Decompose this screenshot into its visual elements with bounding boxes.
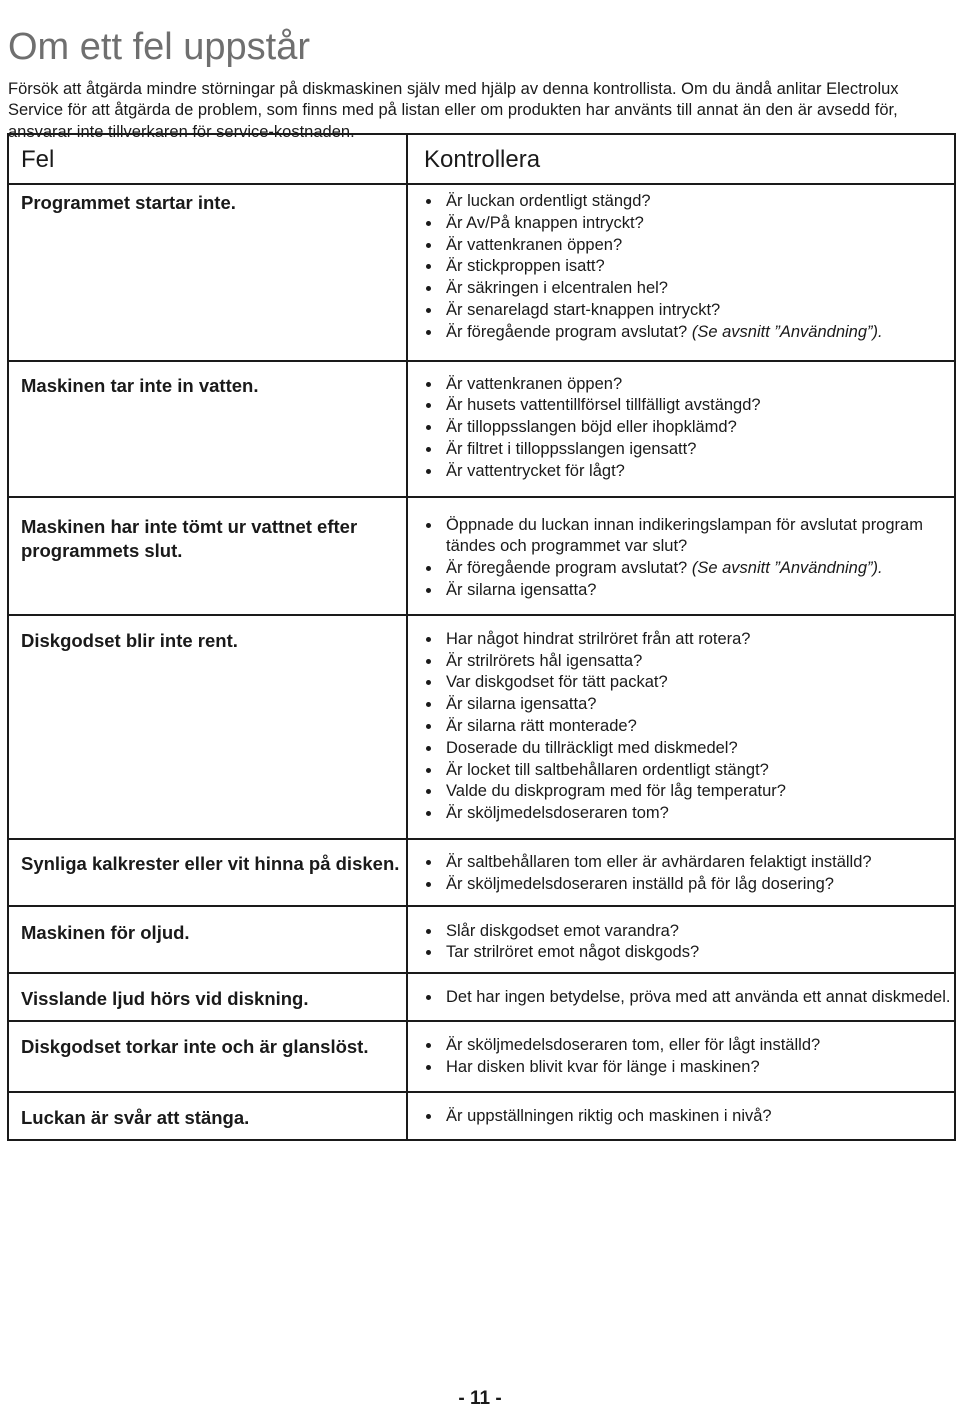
fault-text: Luckan är svår att stänga. — [21, 1106, 250, 1128]
table-header — [9, 135, 954, 185]
check-cell — [408, 1093, 954, 1139]
check-item — [424, 278, 954, 300]
check-list — [424, 1035, 954, 1079]
check-text: Var diskgodset för tätt packat? — [446, 673, 668, 692]
check-note: (Se avsnitt ”Användning”). — [691, 322, 883, 341]
fault-text: Diskgodset blir inte rent. — [21, 629, 238, 651]
check-text: Är stickproppen isatt? — [446, 257, 605, 276]
check-list — [424, 1106, 954, 1128]
check-list — [424, 374, 954, 483]
check-item — [424, 852, 954, 874]
check-item — [424, 300, 954, 322]
fault-cell — [9, 1093, 408, 1139]
fault-cell — [9, 974, 408, 1020]
check-text: Är filtret i tilloppsslangen igensatt? — [446, 439, 697, 458]
check-item — [424, 461, 954, 483]
fault-cell — [9, 1022, 408, 1091]
check-text: Är föregående program avslutat? — [446, 559, 688, 578]
fault-cell — [9, 616, 408, 838]
check-text: Är saltbehållaren tom eller är avhärdaren felaktigt inställd? — [446, 852, 872, 871]
check-text: Är luckan ordentligt stängd? — [446, 192, 651, 210]
check-item — [424, 987, 954, 1009]
check-cell — [408, 840, 954, 905]
check-item — [424, 738, 954, 760]
check-cell — [408, 362, 954, 496]
check-text: Är sköljmedelsdoseraren tom, eller för lågt inställd? — [446, 1036, 821, 1055]
table-row — [9, 362, 954, 498]
troubleshooting-table — [7, 133, 956, 1141]
page-title: Om ett fel uppstår — [8, 26, 311, 69]
table-row — [9, 498, 954, 616]
check-text: Slår diskgodset emot varandra? — [446, 921, 679, 940]
check-text: Doserade du tillräckligt med diskmedel? — [446, 738, 738, 757]
header-fault: Fel — [21, 146, 55, 173]
check-cell — [408, 185, 954, 360]
check-list — [424, 629, 954, 825]
check-item — [424, 374, 954, 396]
table-row — [9, 840, 954, 907]
check-text: Tar strilröret emot något diskgods? — [446, 943, 700, 962]
check-item — [424, 558, 954, 580]
check-text: Är strilrörets hål igensatta? — [446, 651, 643, 670]
check-text: Har disken blivit kvar för länge i maskinen? — [446, 1057, 760, 1076]
check-text: Är silarna igensatta? — [446, 695, 597, 714]
check-text: Är tilloppsslangen böjd eller ihopklämd? — [446, 418, 737, 437]
check-text: Är sköljmedelsdoseraren inställd på för låg dosering? — [446, 874, 834, 893]
check-text: Är uppställningen riktig och maskinen i nivå? — [446, 1106, 772, 1125]
table-row — [9, 616, 954, 840]
fault-text: Maskinen har inte tömt ur vattnet efter programmets slut. — [21, 515, 358, 561]
check-item — [424, 921, 954, 943]
fault-cell — [9, 185, 408, 360]
fault-text: Maskinen tar inte in vatten. — [21, 374, 259, 396]
check-item — [424, 942, 954, 964]
fault-cell — [9, 907, 408, 973]
check-text: Har något hindrat strilröret från att rotera? — [446, 629, 751, 648]
check-item — [424, 1057, 954, 1079]
fault-cell — [9, 498, 408, 614]
check-cell — [408, 616, 954, 838]
fault-text: Visslande ljud hörs vid diskning. — [21, 988, 309, 1010]
check-item — [424, 672, 954, 694]
check-item — [424, 874, 954, 896]
check-text: Är vattenkranen öppen? — [446, 235, 623, 254]
check-text: Är säkringen i elcentralen hel? — [446, 279, 668, 298]
check-item — [424, 439, 954, 461]
fault-text: Maskinen för oljud. — [21, 921, 190, 943]
table-row — [9, 185, 954, 362]
check-cell — [408, 974, 954, 1020]
table-row — [9, 907, 954, 975]
header-fault-cell — [9, 135, 408, 185]
check-item — [424, 1035, 954, 1057]
table-row — [9, 1022, 954, 1093]
page-number: - 11 - — [458, 1388, 502, 1409]
check-item — [424, 213, 954, 235]
check-text: Är senarelagd start-knappen intryckt? — [446, 300, 721, 319]
check-text: Är silarna rätt monterade? — [446, 716, 637, 735]
check-item — [424, 629, 954, 651]
check-item — [424, 395, 954, 417]
check-item — [424, 322, 954, 344]
check-text: Öppnade du luckan innan indikeringslampan för avslutat program tändes och programmet var slut? — [446, 515, 923, 556]
check-text: Är locket till saltbehållaren ordentligt stängt? — [446, 760, 769, 779]
intro-paragraph: Försök att åtgärda mindre störningar på diskmaskinen själv med hjälp av denna kontrollista. Om du ändå anlitar Electrolux Service för att åtgärda de problem, som finns med på listan eller om produkten har använts till annat än den är avsedd för, ansvarar inte tillverkaren för service-kostnaden. — [8, 79, 899, 141]
check-item — [424, 417, 954, 439]
check-item — [424, 191, 954, 213]
header-check: Kontrollera — [424, 146, 541, 173]
check-item — [424, 716, 954, 738]
check-text: Är föregående program avslutat? — [446, 322, 688, 341]
check-text: Valde du diskprogram med för låg temperatur? — [446, 782, 786, 801]
check-list — [424, 852, 954, 896]
check-cell — [408, 498, 954, 614]
check-list — [424, 921, 954, 965]
check-item — [424, 1106, 954, 1128]
check-item — [424, 235, 954, 257]
fault-cell — [9, 840, 408, 905]
check-text: Är silarna igensatta? — [446, 580, 597, 599]
check-list — [424, 987, 954, 1009]
check-text: Är sköljmedelsdoseraren tom? — [446, 804, 669, 823]
table-body — [9, 185, 954, 1139]
header-check-cell — [408, 135, 954, 185]
check-cell — [408, 1022, 954, 1091]
check-item — [424, 803, 954, 825]
fault-text: Programmet startar inte. — [21, 192, 236, 213]
check-text: Är vattenkranen öppen? — [446, 374, 623, 393]
check-item — [424, 256, 954, 278]
check-text: Är husets vattentillförsel tillfälligt avstängd? — [446, 396, 761, 415]
fault-text: Synliga kalkrester eller vit hinna på disken. — [21, 852, 400, 874]
check-list — [424, 515, 954, 602]
check-item — [424, 651, 954, 673]
check-item — [424, 760, 954, 782]
table-row — [9, 974, 954, 1022]
check-note: (Se avsnitt ”Användning”). — [691, 559, 883, 578]
check-text: Är vattentrycket för lågt? — [446, 461, 625, 480]
fault-cell — [9, 362, 408, 496]
check-text: Det har ingen betydelse, pröva med att använda ett annat diskmedel. — [446, 988, 951, 1007]
check-item — [424, 580, 954, 602]
check-item — [424, 694, 954, 716]
fault-text: Diskgodset torkar inte och är glanslöst. — [21, 1036, 369, 1058]
check-item — [424, 781, 954, 803]
check-cell — [408, 907, 954, 973]
check-text: Är Av/På knappen intryckt? — [446, 213, 644, 232]
table-row — [9, 1093, 954, 1139]
check-item — [424, 515, 954, 559]
check-list — [424, 191, 954, 344]
